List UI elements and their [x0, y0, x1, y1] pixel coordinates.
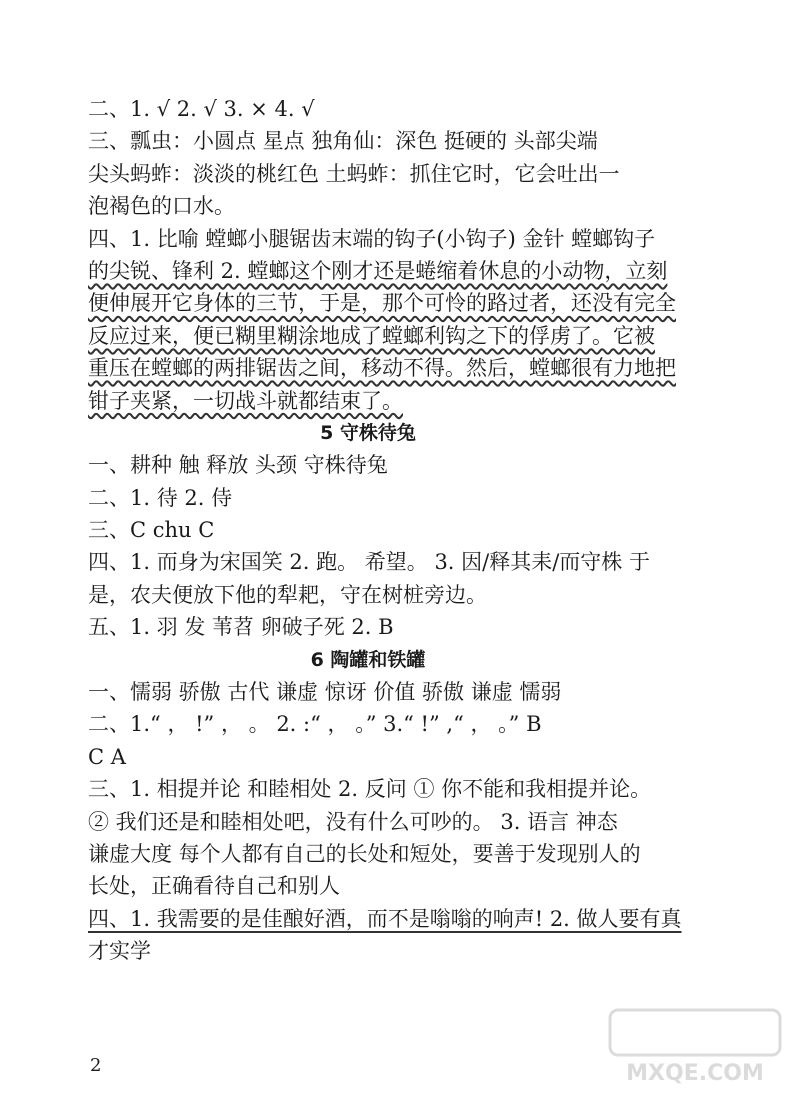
answer-line: 一、耕种 触 释放 头颈 守株待兔: [88, 453, 388, 478]
answer-line: 才实学: [88, 939, 151, 964]
lesson-title: 6 陶罐和铁罐: [310, 648, 426, 671]
answer-line: 重压在螳螂的两排锯齿之间，移动不得。然后，螳螂很有力地把: [88, 356, 676, 381]
answer-line: 二、1.“ ， !” ， 。 2. :“ ， 。” 3.“ !” ,“ ， 。” B: [88, 712, 542, 737]
answer-line: C A: [88, 744, 126, 769]
answer-line: 四、1. 而身为宋国笑 2. 跑。 希望。 3. 因/释其耒/而守株 于: [88, 550, 650, 575]
answer-line: 三、瓢虫：小圆点 星点 独角仙：深色 挺硬的 头部尖端: [88, 129, 598, 154]
answer-line: 尖头蚂蚱：淡淡的桃红色 土蚂蚱：抓住它时，它会吐出一: [88, 161, 620, 186]
lesson-title: 5 守株待兔: [320, 421, 416, 444]
answer-line: [88, 255, 708, 287]
answer-line: 三、1. 相提并论 和睦相处 2. 反问 ① 你不能和我相提并论。: [88, 777, 652, 802]
answer-line: 二、1. 待 2. 侍: [88, 485, 233, 510]
watermark-text: MXQE.COM: [626, 1061, 764, 1086]
answer-line: 四、1. 我需要的是佳酿好酒，而不是嗡嗡的响声! 2. 做人要有真: [88, 906, 682, 931]
answer-line: 二、1. √ 2. √ 3. × 4. √: [88, 97, 315, 121]
answer-line: 长处，正确看待自己和别人: [88, 874, 340, 899]
answer-line: 便伸展开它身体的三节，于是，那个可怜的路过者，还没有完全: [88, 291, 676, 316]
answer-line: 四、1. 比喻 螳螂小腿锯齿末端的钩子(小钩子) 金针 螳螂钩子: [88, 226, 656, 251]
answer-line: 反应过来，便已糊里糊涂地成了螳螂利钩之下的俘虏了。它被: [88, 323, 655, 348]
answer-line: [88, 352, 708, 384]
answer-line: [88, 287, 708, 319]
answer-line: 的尖锐、锋利 2. 螳螂这个刚才还是蜷缩着休息的小动物，立刻: [88, 258, 668, 283]
answer-line: 是，农夫便放下他的犁耙，守在树桩旁边。: [88, 582, 487, 607]
watermark-logo: [600, 1005, 790, 1090]
answer-line: [88, 903, 708, 935]
answer-line: 谦虚大度 每个人都有自己的长处和短处，要善于发现别人的: [88, 841, 641, 866]
answer-line: [88, 385, 708, 417]
page-number: 2: [90, 1055, 102, 1076]
answer-page: [88, 93, 708, 968]
answer-line: 泡褐色的口水。: [88, 194, 235, 219]
answer-line: [88, 320, 708, 352]
answer-line: 五、1. 羽 发 苇苕 卵破子死 2. B: [88, 615, 394, 640]
answer-line: ② 我们还是和睦相处吧，没有什么可吵的。 3. 语言 神态: [88, 809, 618, 834]
answer-line: 钳子夹紧，一切战斗就都结束了。: [88, 388, 403, 413]
answer-line: 一、懦弱 骄傲 古代 谦虚 惊讶 价值 骄傲 谦虚 懦弱: [88, 680, 562, 705]
answer-line: 三、C chu C: [88, 518, 215, 543]
